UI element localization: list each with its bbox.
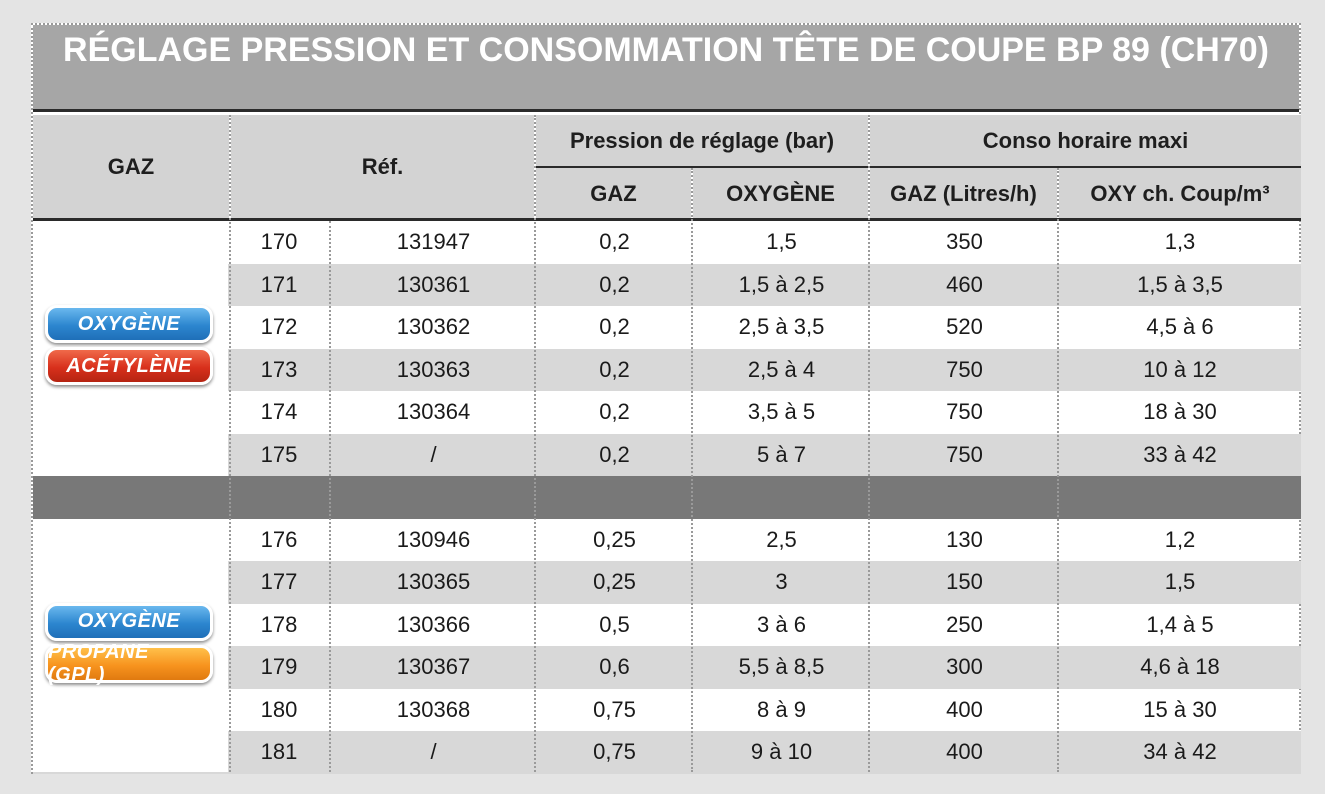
cell-conso-gaz: 150 [946, 569, 983, 595]
cell-num: 173 [260, 356, 298, 382]
cell-pression-gaz: 0,6 [599, 654, 630, 680]
cell-ref: 130361 [396, 271, 471, 297]
cell-conso-oxy: 4,5 à 6 [1146, 314, 1214, 340]
cell-pression-oxygene: 3 [775, 569, 788, 595]
cell-conso-gaz: 350 [946, 229, 983, 255]
subheader-oxy-coup: OXY ch. Coup/m³ [1059, 168, 1301, 219]
cell-num: 178 [260, 611, 298, 637]
cell-ref: 131947 [396, 229, 471, 255]
cell-ref: / [430, 739, 437, 765]
cell-conso-oxy: 1,5 à 3,5 [1137, 271, 1223, 297]
header-ref: Réf. [231, 115, 534, 219]
gas-cell-group-1 [33, 221, 228, 476]
cell-conso-oxy: 15 à 30 [1143, 696, 1217, 722]
cell-pression-oxygene: 9 à 10 [750, 739, 813, 765]
cell-ref: 130367 [396, 654, 471, 680]
cell-num: 171 [260, 271, 298, 297]
cell-conso-gaz: 400 [946, 739, 983, 765]
cell-conso-gaz: 750 [946, 399, 983, 425]
cell-pression-oxygene: 2,5 [766, 526, 797, 552]
cell-num: 177 [260, 569, 298, 595]
cell-num: 179 [260, 654, 298, 680]
cell-ref: 130946 [396, 526, 471, 552]
subheader-oxygene: OXYGÈNE [693, 168, 868, 219]
cell-conso-oxy: 34 à 42 [1143, 739, 1217, 765]
cell-pression-gaz: 0,75 [593, 739, 636, 765]
cell-pression-gaz: 0,2 [599, 441, 630, 467]
cell-conso-oxy: 1,5 [1164, 569, 1196, 595]
cell-conso-gaz: 750 [946, 441, 983, 467]
cell-pression-gaz: 0,2 [599, 229, 630, 255]
cell-conso-gaz: 130 [946, 526, 983, 552]
column-divider [691, 168, 693, 772]
table-frame [31, 23, 1301, 774]
cell-pression-oxygene: 3 à 6 [757, 611, 806, 637]
column-divider [534, 115, 536, 772]
badge-oxygene: OXYGÈNE [45, 603, 213, 641]
header-divider [536, 166, 1301, 168]
cell-num: 174 [260, 399, 298, 425]
cell-pression-oxygene: 8 à 9 [757, 696, 806, 722]
cell-conso-oxy: 1,2 [1164, 526, 1196, 552]
cell-pression-gaz: 0,2 [599, 271, 630, 297]
cell-ref: 130366 [396, 611, 471, 637]
cell-pression-oxygene: 2,5 à 3,5 [738, 314, 825, 340]
cell-ref: 130368 [396, 696, 471, 722]
column-divider [229, 115, 231, 772]
cell-conso-gaz: 400 [946, 696, 983, 722]
cell-conso-gaz: 460 [946, 271, 983, 297]
cell-num: 175 [260, 441, 298, 467]
cell-num: 170 [260, 229, 298, 255]
column-divider [329, 221, 331, 772]
cell-pression-oxygene: 2,5 à 4 [747, 356, 816, 382]
badge-oxygene: OXYGÈNE [45, 305, 213, 343]
table-body [33, 221, 1301, 772]
cell-pression-gaz: 0,2 [599, 314, 630, 340]
header-conso: Conso horaire maxi [870, 115, 1301, 166]
cell-conso-oxy: 10 à 12 [1143, 356, 1217, 382]
header-gaz: GAZ [33, 115, 229, 219]
cell-pression-gaz: 0,25 [593, 569, 636, 595]
cell-pression-oxygene: 5,5 à 8,5 [738, 654, 825, 680]
cell-ref: / [430, 441, 437, 467]
header-pression: Pression de réglage (bar) [536, 115, 868, 166]
cell-pression-oxygene: 1,5 à 2,5 [738, 271, 825, 297]
cell-pression-gaz: 0,75 [593, 696, 636, 722]
cell-conso-oxy: 1,4 à 5 [1146, 611, 1214, 637]
cell-pression-gaz: 0,5 [599, 611, 630, 637]
cell-conso-oxy: 33 à 42 [1143, 441, 1217, 467]
column-divider [868, 115, 870, 772]
badge-acetylene: ACÉTYLÈNE [45, 347, 213, 385]
cell-ref: 130363 [396, 356, 471, 382]
table-title: RÉGLAGE PRESSION ET CONSOMMATION TÊTE DE COUPE BP 89 (CH70) [33, 25, 1299, 112]
cell-pression-oxygene: 5 à 7 [757, 441, 806, 467]
group-separator [33, 476, 1301, 519]
cell-conso-gaz: 250 [946, 611, 983, 637]
cell-num: 181 [260, 739, 298, 765]
badge-propane: PROPANE (GPL) [45, 645, 213, 683]
cell-conso-oxy: 18 à 30 [1143, 399, 1217, 425]
subheader-gaz: GAZ [536, 168, 691, 219]
cell-pression-gaz: 0,25 [593, 526, 636, 552]
cell-conso-gaz: 300 [946, 654, 983, 680]
cell-ref: 130365 [396, 569, 471, 595]
cell-num: 176 [260, 526, 298, 552]
column-divider [1057, 168, 1059, 772]
cell-conso-oxy: 4,6 à 18 [1140, 654, 1220, 680]
cell-conso-oxy: 1,3 [1164, 229, 1196, 255]
cell-num: 172 [260, 314, 298, 340]
cell-num: 180 [260, 696, 298, 722]
cell-conso-gaz: 520 [946, 314, 983, 340]
cell-ref: 130364 [396, 399, 471, 425]
cell-pression-oxygene: 1,5 [766, 229, 797, 255]
cell-conso-gaz: 750 [946, 356, 983, 382]
cell-pression-gaz: 0,2 [599, 356, 630, 382]
cell-pression-gaz: 0,2 [599, 399, 630, 425]
cell-pression-oxygene: 3,5 à 5 [747, 399, 816, 425]
cell-ref: 130362 [396, 314, 471, 340]
gas-cell-group-2 [33, 519, 228, 773]
subheader-gaz-litres: GAZ (Litres/h) [870, 168, 1057, 219]
